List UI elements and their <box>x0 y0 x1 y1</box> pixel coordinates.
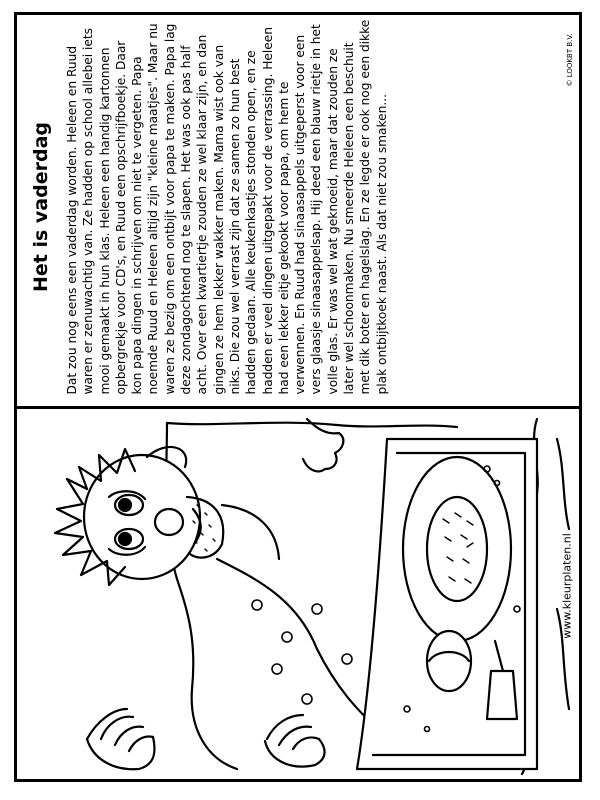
blanket-fold-1 <box>557 439 569 529</box>
pajama-dots <box>252 600 352 704</box>
breakfast-tray <box>357 439 537 769</box>
left-hand <box>87 709 154 769</box>
pajama-body <box>217 559 377 729</box>
copyright-notice: © LOOKBT B.V. <box>566 33 574 87</box>
egg <box>427 631 471 691</box>
site-url: www.kleurplaten.nl <box>560 533 574 639</box>
blanket-fold-2 <box>557 609 569 709</box>
pajama-collar <box>222 505 279 559</box>
toast <box>427 497 487 601</box>
father-head <box>55 447 223 585</box>
story-panel <box>30 20 570 395</box>
right-hand <box>265 715 325 767</box>
story-body: Dat zou nog eens een vaderdag worden. Heleen en Ruud waren er zenuwachtig van. Ze hadden op school allebei iets mooi gemaakt in hun klas. Heleen een handig kartonnen opbergrekje voor CD's, en Ruud een opschrijfboekje. Daar kon papa dingen in schrijven om niet te vergeten. Papa noemde Ruud en Heleen altijd zijn "kleine maatjes". Maar nu waren ze bezig om een ontbijt voor papa te maken. Papa lag deze zondagochtend nog te slapen. Het was ook pas half acht. Over een kwartiertje zouden ze wel klaar zijn, en dan gingen ze hem lekker wakker maken. Mama wist ook van niks. Die zou wel verrast zijn dat ze samen zo hun best hadden gedaan. Alle keukenkastjes stonden open, en ze hadden er veel dingen uitgepakt voor de verrassing. Heleen had een lekker eitje gekookt voor papa, om hem te verwennen. En Ruud had sinaasappels uitgeperst voor een vers glaasje sinaasappelsap. Hij deed een blauw rietje in het volle glas. Er was wel wat geknoeid, maar dat zouden ze later wel schoonmaken. Nu smeerde Heleen een beschuit met dik boter en hagelslag. En ze legde er ook nog een dikke plak ontbijtkoek naast. Als dat niet zou smaken... <box>65 19 389 395</box>
juice-glass <box>487 671 517 719</box>
raised-hand <box>303 419 343 471</box>
story-title: Het is vaderdag <box>30 122 52 293</box>
coloring-illustration <box>17 409 579 779</box>
